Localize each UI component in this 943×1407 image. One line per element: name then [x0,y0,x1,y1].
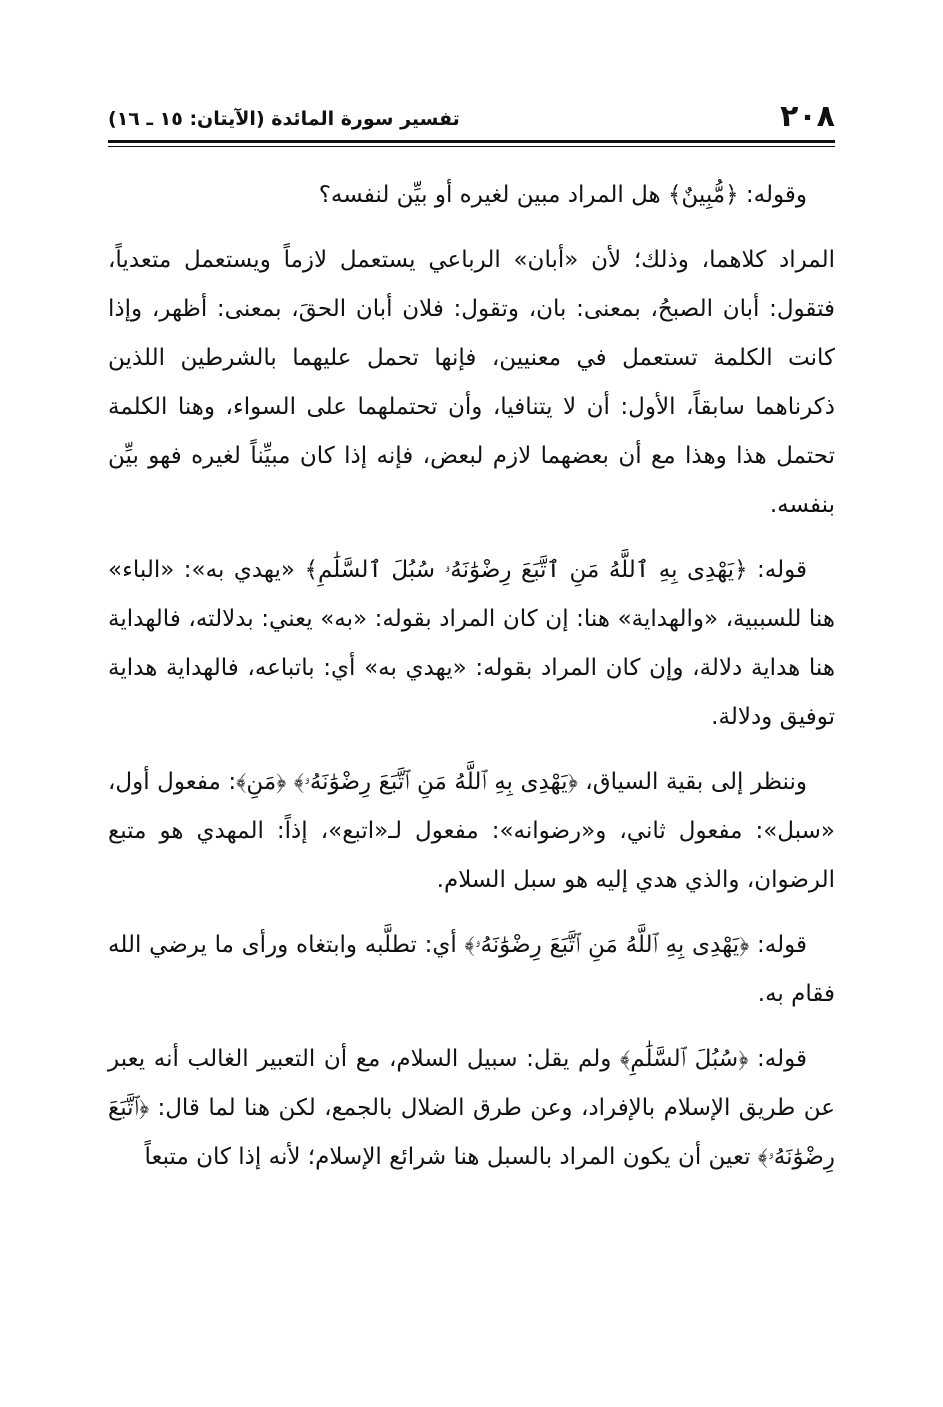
header-rule-thick [108,140,835,143]
page-number: ٢٠٨ [780,99,835,134]
paragraph-mubin-question: وقوله: ﴿مُّبِينٌ﴾ هل المراد مبين لغيره أو بيِّن لنفسه؟ [318,182,807,208]
paragraph-ittaba-ridwanahu: قوله: ﴿يَهْدِى بِهِ ٱللَّهُ مَنِ ٱتَّبَعَ رِضْوَٰنَهُۥ﴾ أي: تطلَّبه وابتغاه ورأى ما يرضي الله فقام به. [108,932,835,1007]
paragraph-context: وننظر إلى بقية السياق، ﴿يَهْدِى بِهِ ٱللَّهُ مَنِ ٱتَّبَعَ رِضْوَٰنَهُۥ﴾ ﴿مَنِ﴾: مفعول أول، «سبل»: مفعول ثاني، و«رضوانه»: مفعول لـ«اتبع»، إذاً: المهدي هو متبع الرضوان، والذي هدي إليه هو سبل السلام. [108,769,835,893]
running-title: تفسير سورة المائدة (الآيتان: ١٥ ـ ١٦) [108,108,460,130]
paragraph-yahdi-bihi: قوله: ﴿يَهْدِى بِهِ ٱللَّهُ مَنِ ٱتَّبَعَ رِضْوَٰنَهُۥ سُبُلَ ٱلسَّلَٰمِ﴾ «يهدي به»: «الباء» هنا للسببية، «والهداية» هنا: إن كان المراد بقوله: «به» يعني: بدلالته، فالهداية هنا هداية دلالة، وإن كان المراد بقوله: «يهدي به» أي: باتباعه، فالهداية هداية توفيق ودلالة. [108,557,835,730]
book-page [108,86,835,1386]
paragraph-aban-explanation: المراد كلاهما، وذلك؛ لأن «أبان» الرباعي يستعمل لازماً ويستعمل متعدياً، فتقول: أبان الصبحُ، بمعنى: بان، وتقول: فلان أبان الحقَ، بمعنى: أظهر، وإذا كانت الكلمة تستعمل في معنيين، فإنها تحمل عليهما بالشرطين اللذين ذكرناهما سابقاً، الأول: أن لا يتنافيا، وأن تحتملهما على السواء، وهنا الكلمة تحتمل هذا وهذا مع أن بعضهما لازم لبعض، فإنه إذا كان مبيِّناً لغيره فهو بيِّن بنفسه. [108,247,835,518]
running-header [108,86,835,132]
page-body [108,171,835,1182]
header-rule-thin [108,146,835,147]
paragraph-subul-assalam: قوله: ﴿سُبُلَ ٱلسَّلَٰمِ﴾ ولم يقل: سبيل السلام، مع أن التعبير الغالب أنه يعبر عن طريق الإسلام بالإفراد، وعن طرق الضلال بالجمع، لكن هنا لما قال: ﴿ٱتَّبَعَ رِضْوَٰنَهُۥ﴾ تعين أن يكون المراد بالسبل هنا شرائع الإسلام؛ لأنه إذا كان متبعاً [108,1046,835,1170]
